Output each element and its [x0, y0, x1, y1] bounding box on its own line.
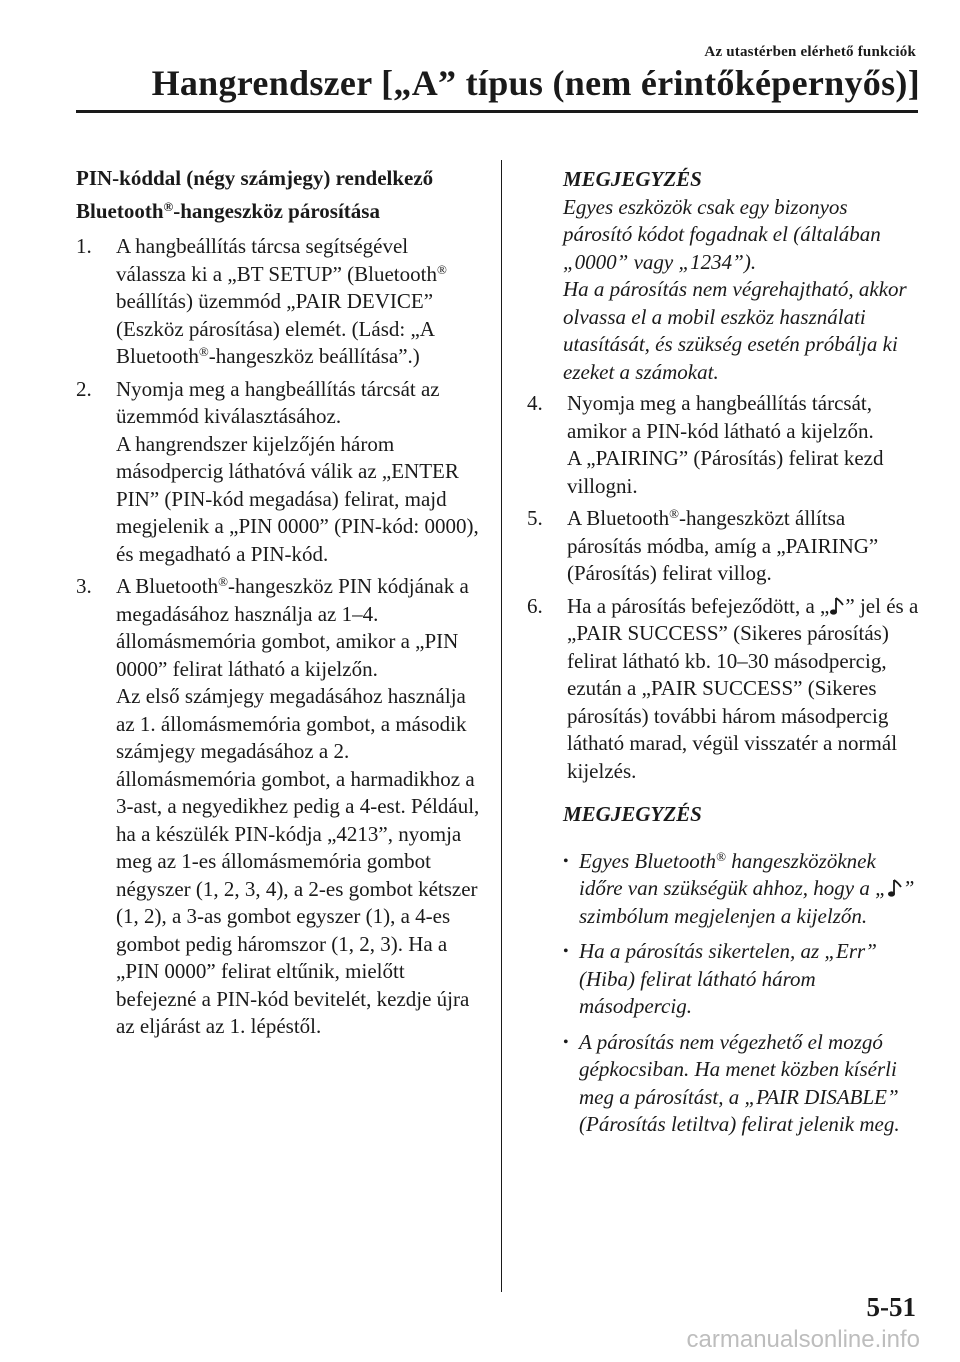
step-text: A Bluetooth®-hangeszköz PIN kódjának a megadásához használja az 1–4. állomásmemória gombot, amikor a „PIN 0000” felirat látható a kijelzőn. Az első számjegy megadásához használja az 1. állomásmemória gombot, a második számjegy megadásához a 2. állomásmemória gombot, a harmadikhoz a 3-ast, a negyedikhez pedig a 4-est. Például, ha a készülék PIN-kódja „4213”, nyomja meg az 1-es állomásmemória gombot négyszer (1, 2, 3, 4), a 2-es gombot kétszer (1, 2), a 3-as gombot egyszer (1), a 4-es gombot pedig háromszor (1, 2, 3). Ha a „PIN 0000” felirat eltűnik, mielőtt befejezné a PIN-kód bevitelét, kezdje újra az eljárást az 1. lépéstől. [116, 574, 480, 1038]
step-4 [527, 390, 922, 500]
note-bullet [563, 938, 922, 1021]
left-column [76, 162, 480, 1041]
step-3 [76, 573, 480, 1041]
step-number: 5. [527, 506, 543, 530]
step-number: 6. [527, 593, 543, 618]
bullet-mark: • [563, 943, 569, 960]
note-pairing [527, 801, 922, 1139]
step-text: A Bluetooth®-hangeszközt állítsa párosítás módba, amíg a „PAIRING” (Párosítás) felirat villog. [567, 506, 879, 585]
watermark: carmanualsonline.info [686, 1326, 920, 1353]
note-text: Ha a párosítás nem végrehajtható, akkor olvassa el a mobil eszköz használati utasítását, és szükség esetén próbálja ki ezeket a számokat. [563, 277, 907, 384]
page-title: Hangrendszer [„A” típus (nem érintőképernyős)] [151, 63, 920, 103]
column-divider [501, 160, 502, 1292]
note-text: Egyes eszközök csak egy bizonyos párosító kódot fogadnak el (általában „0000” vagy „1234”). [563, 194, 881, 274]
bullet-text: Ha a párosítás sikertelen, az „Err” (Hiba) felirat látható három másodpercig. [579, 939, 877, 1018]
step-number: 2. [76, 376, 92, 401]
bullet-text: A párosítás nem végezhető el mozgó gépkocsiban. Ha menet közben kísérli meg a párosítást, a „PAIR DISABLE” (Párosítás letiltva) felirat jelenik meg. [579, 1029, 900, 1136]
step-2 [76, 376, 480, 569]
note-bullet [563, 1029, 922, 1139]
note-title: MEGJEGYZÉS [563, 802, 702, 826]
note-pin-codes [527, 166, 922, 386]
bullet-mark: • [563, 852, 569, 870]
section-label: Az utastérben elérhető funkciók [704, 44, 916, 60]
page-number: 5-51 [866, 1292, 916, 1322]
step-text: Nyomja meg a hangbeállítás tárcsát az üzemmód kiválasztásához. A hangrendszer kijelzőjén három másodpercig láthatóvá válik az „ENTER PIN” (PIN-kód megadása) felirat, majd megjelenik a „PIN 0000” (PIN-kód: 0000), és megadható a PIN-kód. [116, 376, 479, 566]
bullet-mark: • [563, 1033, 569, 1051]
subheading: PIN-kóddal (négy számjegy) rendelkező Bluetooth®-hangeszköz párosítása [76, 166, 434, 223]
step-1 [76, 233, 480, 371]
bluetooth-icon [829, 596, 845, 616]
bluetooth-icon [887, 878, 903, 898]
note-title: MEGJEGYZÉS [563, 167, 702, 191]
bullet-text: Egyes Bluetooth® hangeszközöknek időre van szükségük ahhoz, hogy a „ ” szimbólum megjelenjen a kijelzőn. [579, 848, 915, 928]
step-number: 1. [76, 234, 92, 258]
step-text: Ha a párosítás befejeződött, a „ ” jel és a „PAIR SUCCESS” (Sikeres párosítás) felirat látható kb. 10–30 másodpercig, ezután a „PAIR SUCCESS” (Sikeres párosítás) további három másodpercig látható marad, végül visszatér a normál kijelzés. [567, 593, 919, 783]
step-text: A hangbeállítás tárcsa segítségével válassza ki a „BT SETUP” (Bluetooth® beállítás) üzemmód „PAIR DEVICE” (Eszköz párosítása) elemét. (Lásd: „A Bluetooth®-hangeszköz beállítása”.) [116, 234, 447, 368]
step-number: 3. [76, 574, 92, 598]
header-rule [76, 110, 918, 113]
step-text: Nyomja meg a hangbeállítás tárcsát, amikor a PIN-kód látható a kijelzőn. A „PAIRING” (Párosítás) felirat kezd villogni. [567, 391, 884, 498]
step-number: 4. [527, 391, 543, 415]
step-5 [527, 505, 922, 588]
right-column [527, 162, 922, 1147]
step-6 [527, 593, 922, 786]
note-bullet [563, 848, 922, 931]
